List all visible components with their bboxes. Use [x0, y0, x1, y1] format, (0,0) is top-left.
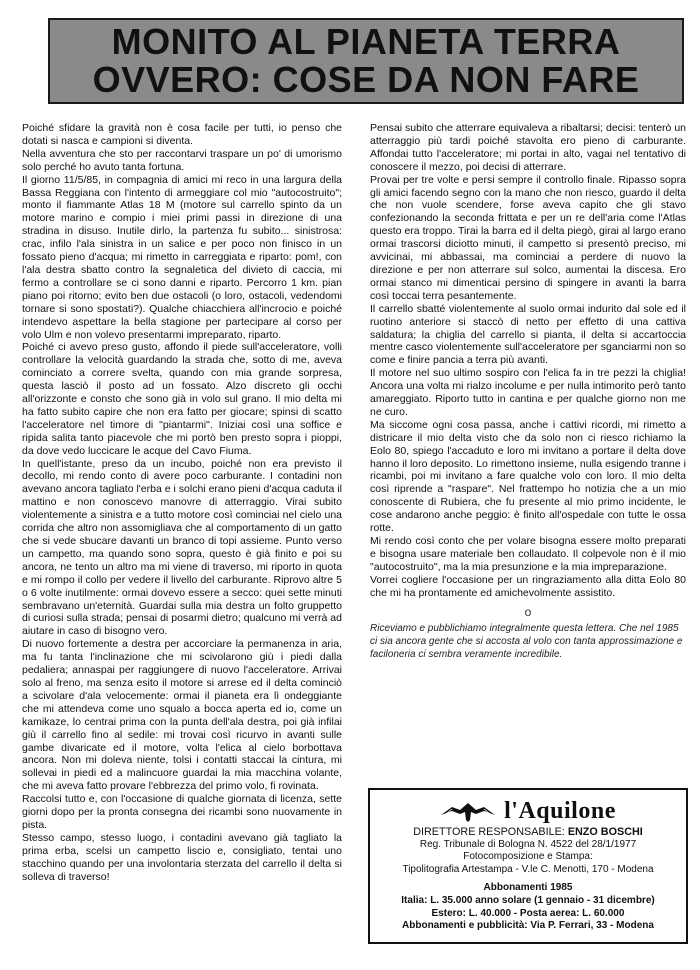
article-column-left	[22, 122, 342, 883]
paragraph: Poiché sfidare la gravità non è cosa facile per tutti, io penso che dotati si nasca e campioni si diventa.	[22, 122, 342, 147]
section-divider: o	[524, 604, 532, 619]
photocomposition-label: Fotocomposizione e Stampa:	[463, 851, 593, 863]
paragraph: Nella avventura che sto per raccontarvi traspare un po' di umorismo solo perché ho avuto tanta fortuna.	[22, 147, 342, 173]
registration-line: Reg. Tribunale di Bologna N. 4522 del 28/1/1977	[419, 838, 637, 850]
abroad-price: L. 40.000 - Posta aerea: L. 60.000	[468, 907, 625, 919]
paragraph: Raccolsi tutto e, con l'occasione di qualche giornata di licenza, sette giorni dopo per la pronta consegna dei ricambi sono nuovamente in pista.	[22, 793, 342, 831]
paragraph: Il giorno 11/5/85, in compagnia di amici mi reco in una largura della Bassa Reggiana con l'intento di armeggiare col mio "autocostruito"; monto il fiammante Atlas 18 M (motore sul carrello spinto da un motore marino e compio i miei primi passi in direzione di una stradina in disuso. Inutile dirlo, la partenza fu subito... sinistrosa: crac, infilo l'ala sinistra in un salice e per poco non finisco in un fossato pieno d'acqua; mi rimetto in carreggiata e riparto: pom!, con l'ala destra sbatto contro la segnaletica del divieto di caccia, mi fermo a controllare se ci sono danni e riparto. Percorro 1 km. pian piano poi ritorno; evito ben due ostacoli (o loro, ostacoli, vedendomi tornare si sono spostati?). Qualche chiacchiera all'incrocio e poiché intendevo aspettare la bella stagione per partecipare al corso per volo Ulm e non volevo presentarmi impreparato, riparto.	[22, 173, 342, 341]
italy-price: L. 35.000 anno solare (1 gennaio - 31 dicembre)	[430, 894, 655, 906]
headline-box	[48, 18, 684, 104]
italy-label: Italia:	[401, 894, 428, 906]
paragraph: Di nuovo fortemente a destra per accorciare la permanenza in aria, ma fu tanta l'inclinazione che mi scivolarono giù i piedi dalla pedaliera; annaspai per raggiungere di nuovo l'acceleratore. Arrivai solo al freno, ma senza esito il motore si arrese ed il delta cominciò a scivolare d'ala velocemente: ormai il pianeta era lì ondeggiante che mi attendeva come uno squalo a bocca aperta ed io, come un kamikaze, lo centrai prima con la punta dell'ala destra, poi già infilai giù il carrello fino al sedile: mi trovai così ricurvo in avanti sulle gambe divaricate ed il motore, volta l'elica al cielo borbottava ancora. Non mi doleva niente, tolsi i contatti staccai la cintura, mi sollevai in piedi ed a malincuore guardai la mia macchina volante, che mi aveva fatto provare l'ebbrezza del primo volo, fi rovinata.	[22, 638, 342, 793]
paragraph: Pensai subito che atterrare equivaleva a ribaltarsi; decisi: tenterò un atterraggio più tardi poiché stavolta ero pieno di carburante. Affondai tutto l'acceleratore; mi portai in alto, vagai nel tentativo di conoscere il mezzo, poi decisi di atterrare.	[370, 122, 686, 173]
masthead-header	[378, 796, 678, 826]
masthead-logo-text: l'Aquilone	[504, 797, 616, 824]
paragraph: Il carrello sbatté violentemente al suolo ormai indurito dal sole ed il ruotino anteriore si staccò di netto per effetto di una cattiva saldatura; la chiglia del carrello si pianta, il delta si accartoccia mentre casco violentemente sull'acceleratore per sganciarmi non so come e finire pancia a terra più avanti.	[370, 302, 686, 367]
advertising-line: Abbonamenti e pubblicità: Via P. Ferrari, 33 - Modena	[402, 920, 654, 932]
abroad-subscription-line	[378, 908, 678, 921]
italy-subscription-line	[378, 895, 678, 908]
paragraph: Poiché ci avevo preso gusto, affondo il piede sull'acceleratore, volli controllare la velocità guardando la strada che, sotto di me, aveva cominciato a correre svelta, quando con mia grande sorpresa, questa lasciò il posto ad un fossato. Alzo discreto gli occhi all'orizzonte e consto che sono già in volo sul grano. Il mio delta mi ha fatto subito capire che non era fatto per giocare; spinsi di scatto l'acceleratore nel timore di "piantarmi". Iniziai così una soffice e ripida salita tanto piacevole che mi portò ben presto sopra i pioppi, da dove vedo luccicare le acque del Cavo Fiuma.	[22, 341, 342, 457]
printer-line: Tipolitografia Artestampa - V.le C. Menotti, 170 - Modena	[402, 863, 654, 875]
paragraph: Stesso campo, stesso luogo, i contadini avevano già tagliato la prima erba, scelsi un campetto liscio e, consigliato, tentai uno stacchino quando per una involontaria sterzata del carrello il delta si solleva di traverso!	[22, 831, 342, 883]
paragraph: Il motore nel suo ultimo sospiro con l'elica fa in tre pezzi la chiglia! Ancora una volta mi rialzo incolume e per nulla intimorito però tanto amareggiato. Riporto tutto in cantina e per qualche giorno non me ne curo.	[370, 367, 686, 418]
editor-note: Riceviamo e pubblichiamo integralmente questa lettera. Che nel 1985 ci sia ancora gente che si accosta al volo con tanta approssimazione e faciloneria ci sembra veramente incredibile.	[370, 623, 683, 661]
paragraph: In quell'istante, preso da un incubo, poiché non era previsto il decollo, mi rendo conto di avere poco carburante. I contadini non avevano ancora tagliato l'erba e i solchi erano pieni d'acqua caduta il mattino e non conoscevo manovre di atterraggio. Virai subito violentemente a sinistra e a tutto motore così cominciai nel cielo una corrida che altro non assomigliava che al comportamento di un gatto che si vede sbucare davanti un branco di topi assieme. Punto verso un campetto, ma quando sono sopra, questo è già finito e poi su ancora, ne tento un altro ma mi viene di traverso, mi riporto in quota e mi rompo il collo per vedere il livello del carburante. Riprovo altre 5 o 6 volte inutilmente: ormai dovevo essere a secco: quei sette minuti sembravano un'eternità. Guardai sulla mia destra un folto gruppetto di curiosi sulla strada; pensai di posarmi dietro; qualcuno mi verrà ad aiutare in caso di bisogno vero.	[22, 457, 342, 638]
eagle-logo-icon	[440, 799, 496, 823]
headline-line-1: MONITO AL PIANETA TERRA	[111, 21, 621, 62]
director-line	[378, 826, 678, 839]
director-name: ENZO BOSCHI	[567, 826, 643, 838]
director-label: DIRETTORE RESPONSABILE:	[413, 826, 565, 838]
masthead-box	[368, 788, 688, 944]
headline-line-2: OVVERO: COSE DA NON FARE	[92, 59, 640, 100]
paragraph: Provai per tre volte e persi sempre il controllo finale. Ripasso sopra gli amici facendo segno con la mano che non riesco, guardo il delta che non vuole scendere, forse aveva capito che gli stavo confezionando la seconda frittata e per un re dell'aria come l'Atlas questo era troppo. Tirai la barra ed il delta piegò, girai al largo erano ormai trascorsi diciotto minuti, il campetto si presentò preciso, mi avvicinai, mi abbassai, ma cominciai a perdere di nuovo la direzione e per non atterrare sul solco, aumentai la discesa. Ero ormai stanco mi dimenticai persino di spingere in avanti la barra così toccai terra pesantemente.	[370, 173, 686, 302]
subscriptions-title: Abbonamenti 1985	[483, 882, 573, 894]
paragraph: Mi rendo così conto che per volare bisogna essere molto preparati e bisogna usare materiale ben collaudato. Il colpevole non è il mio "autocostruito", ma la mia presunzione e la mia impreparazione.	[370, 535, 686, 573]
article-column-right	[370, 122, 686, 661]
paragraph: Ma siccome ogni cosa passa, anche i cattivi ricordi, mi rimetto a districare il mio delta visto che da solo non ci riesco richiamo la Eolo 80, spiego l'accaduto e loro mi invitano a portare il delta dove hanno il loro deposito. Lo rimettono insieme, nulla esigendo tranne i ricambi, poi mi invitano a fare qualche volo con loro. Il mio delta così riprende a "raspare". Nel frattempo ho notizia che a un mio conoscente di Rubiera, che fu presente al mio primo incidente, le cose andarono anche peggio: è finito all'ospedale con tutte le ossa rotte.	[370, 418, 686, 535]
abroad-label: Estero:	[431, 907, 466, 919]
paragraph: Vorrei cogliere l'occasione per un ringraziamento alla ditta Eolo 80 che mi ha prontamente ed amichevolmente assistito.	[370, 573, 686, 599]
